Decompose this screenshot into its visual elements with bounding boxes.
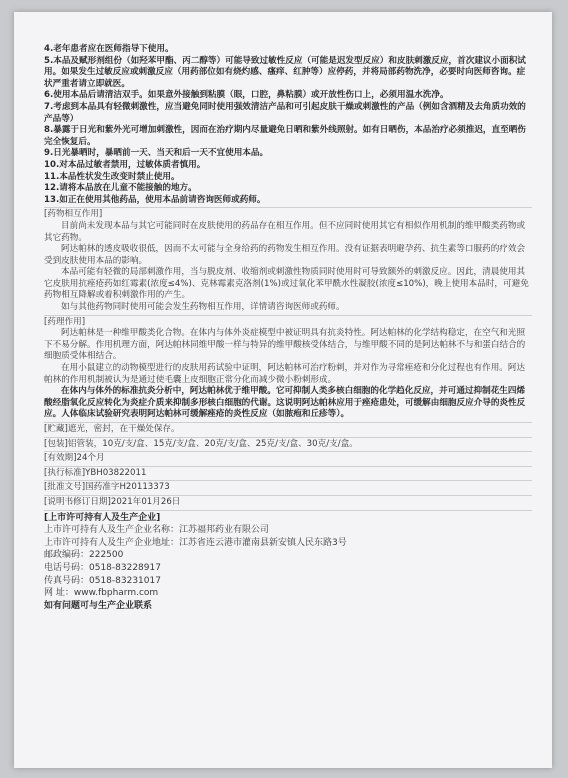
divider [44,451,532,452]
precaution-item-13: 13.如正在使用其他药品，使用本品前请咨询医师或药师。 [44,194,266,205]
website: 网 址：www.fbpharm.com [44,588,159,599]
standard-text: [执行标准]YBH03822011 [44,467,147,478]
pharmacology-heading: [药理作用] [44,316,86,327]
interaction-paragraph: 目前尚未发现本品与其它可能同时在皮肤使用的药品存在相互作用。但不应同时使用其它有相似作用机制的维甲酸类药物或其它药物。 [44,220,526,243]
leaflet-content [44,44,532,612]
precaution-item-10: 10.对本品过敏者禁用，过敏体质者慎用。 [44,159,206,170]
interaction-paragraph: 如与其他药物同时使用可能会发生药物相互作用，详情请咨询医师或药师。 [61,302,345,313]
interaction-paragraph: 阿达帕林的透皮吸收很低，因而不太可能与全身给药的药物发生相互作用。没有证据表明避孕药、抗生素等口服药的疗效会受到皮肤使用本品的影响。 [44,244,526,266]
packaging-text: [包装]铝管装，10克/支/盒、15克/支/盒、20克/支/盒、25克/支/盒、30克/支/盒。 [44,438,358,449]
divider [44,466,532,467]
interaction-heading: [药物相互作用] [44,209,103,220]
precaution-item-12: 12.请将本品放在儿童不能接触的地方。 [44,183,197,194]
storage-text: [贮藏]遮光，密封，在干燥处保存。 [44,424,180,434]
postal-code: 邮政编码：222500 [44,550,124,561]
footer-note: 如有问题可与生产企业联系 [44,600,153,611]
precautions-list [44,44,532,206]
approval-text: [批准文号]国药准字H20113373 [44,482,170,493]
company-name: 上市许可持有人及生产企业名称：江苏福邦药业有限公司 [44,525,270,536]
divider [44,315,532,316]
pharmacology-paragraph: 阿达帕林是一种维甲酸类化合物。在体内与体外炎症模型中被证明具有抗炎特性。阿达帕林的化学结构稳定，在空气和光照下不易分解。作用机理方面，阿达帕林同维甲酸一样与特异的维甲酸核受体结合，与维甲酸不同的是阿达帕林不与和蛋白结合的细胞质受体相结合。 [44,328,526,362]
divider [44,510,532,511]
precaution-item-4: 4.老年患者应在医师指导下使用。 [44,44,174,54]
fax-number: 传真号码：0518-83231017 [44,575,161,586]
precaution-item-7: 7.考虑到本品具有轻微刺激性，应当避免同时使用强效清洁产品和可引起皮肤干燥或刺激性的产品（例如含酒精及去角质功效的产品等） [44,101,526,124]
divider [44,422,532,423]
contact-info [44,524,532,600]
phone-number: 电话号码：0518-83228917 [44,562,161,573]
pharmacology-paragraph: 在体内与体外的标准抗炎分析中，阿达帕林优于维甲酸。它可抑制人类多核白细胞的化学趋化反应，并可通过抑制花生四烯酸经脂氧化反应转化为炎症介质来抑制多形核白细胞的代谢。这说明阿达帕林应用于痤疮患处，可缓解由细胞反应介导的炎性反应。人体临床试验研究表明阿达帕林可缓解痤疮的炎性反应（如脓疱和丘疹等）。 [44,386,526,420]
holder-heading: [上市许可持有人及生产企业] [44,512,161,523]
precaution-item-5: 5.本品及赋形剂组份（如羟苯甲酯、丙二醇等）可能导致过敏性反应（可能是迟发型反应）和皮肤刺激反应，首次建议小面积试用。如果发生过敏反应或刺激反应（用药部位如有烧灼感、瘙痒、红肿等）应停药，并将局部药物洗净，必要时向医师咨询。症状严重者请立即就医。 [44,55,526,89]
company-address: 上市许可持有人及生产企业地址：江苏省连云港市灌南县新安镇人民东路3号 [44,537,347,548]
precaution-item-11: 11.本品性状发生改变时禁止使用。 [44,171,180,182]
precaution-item-6: 6.使用本品后请清洁双手。如果意外接触到粘膜（眼，口腔，鼻粘膜）或开放性伤口上，必须用温水洗净。 [44,90,449,101]
validity-text: [有效期]24个月 [44,453,105,464]
divider [44,207,532,208]
precaution-item-9: 9.日光暴晒时，暴晒前一天、当天和后一天不宜使用本品。 [44,148,269,159]
interaction-paragraph: 本品可能有轻微的局部刺激作用，当与脱皮剂、收缩剂或刺激性物质同时使用时可导致额外的刺激反应。因此，清晨使用其它皮肤用抗痤疮药如红霉素(浓度≤4%)、克林霉素克洛剂(1%)或过氧化苯甲酰水性凝胶(浓度≤10%)，晚上使用本品时，可避免药物相互降解或着积刺激作用的产生。 [44,267,529,301]
revision-date-text: [说明书修订日期]2021年01月26日 [44,496,181,507]
pharmacology-paragraph: 在用小鼠建立的动物模型进行的皮肤用药试验中证明，阿达帕林可治疗粉刺，并对作为寻常痤疮和分化过程也有作用。阿达帕林的作用机制被认为是通过使毛囊上皮细胞正常分化而减少微小粉刺形成。 [44,363,526,385]
divider [44,437,532,438]
precaution-item-8: 8.暴露于日光和紫外光可增加刺激性，因而在治疗期内尽量避免日晒和紫外线照射。如有日晒伤，本品治疗必须推迟，直至晒伤完全恢复后。 [44,125,526,147]
leaflet-page [14,12,552,768]
divider [44,495,532,496]
